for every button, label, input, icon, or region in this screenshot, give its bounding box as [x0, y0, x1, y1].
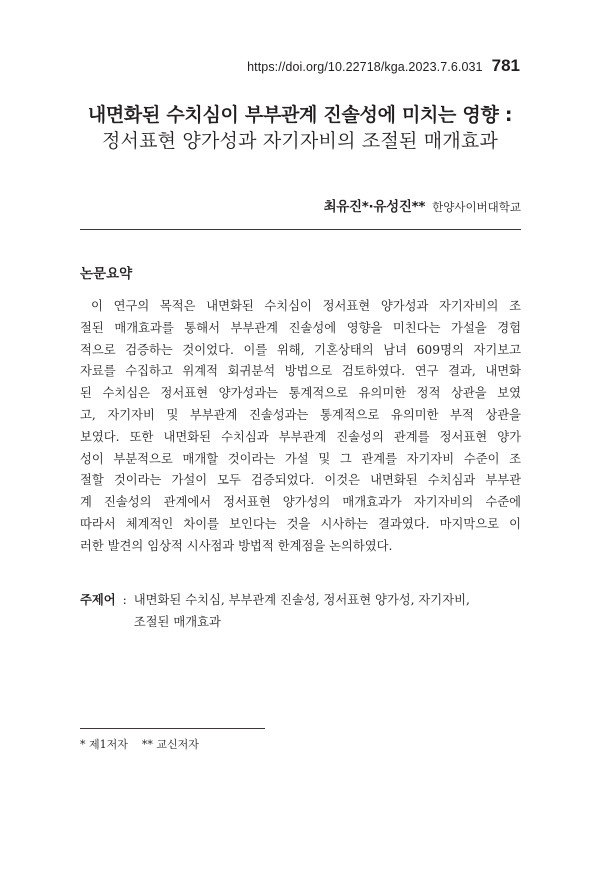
abstract-line: 이 연구의 목적은 내면화된 수치심이 정서표현 양가성과 자기자비의 조	[91, 299, 521, 313]
page-number: 781	[491, 56, 520, 75]
abstract-line: 된 수치심은 정서표현 양가성과는 통계적으로 유의미한 정적 상관을 보였	[80, 386, 521, 401]
author-block	[324, 195, 521, 215]
footnote-corresponding-author: ** 교신저자	[141, 738, 199, 751]
abstract-line: 자료를 수집하고 위계적 회귀분석 방법으로 검토하였다. 연구 결과, 내면화	[80, 364, 521, 379]
keywords-colon: :	[122, 593, 127, 607]
abstract-line: 절할 것이라는 가설이 모두 검증되었다. 이것은 내면화된 수치심과 부부관	[80, 473, 521, 488]
author-affiliation: 한양사이버대학교	[432, 200, 521, 214]
title-divider	[80, 229, 521, 230]
paper-title: 내면화된 수치심이 부부관계 진솔성에 미치는 영향 :	[87, 104, 513, 126]
abstract-line: 따라서 체계적인 차이를 보인다는 것을 시사하는 결과였다. 마지막으로 이	[80, 516, 521, 531]
abstract-line: 절된 매개효과를 통해서 부부관계 진솔성에 영향을 미친다는 가설을 경험	[80, 320, 521, 335]
footnote-first-author: * 제1저자	[80, 738, 128, 751]
abstract-line: 고, 자기자비 및 부부관계 진솔성과는 통계적으로 유의미한 부적 상관을	[80, 407, 521, 422]
abstract-line: 성이 부분적으로 매개할 것이라는 가설 및 그 관계를 자기자비 수준이 조	[80, 451, 521, 466]
paper-subtitle: 정서표현 양가성과 자기자비의 조절된 매개효과	[101, 130, 499, 152]
abstract-body	[80, 296, 521, 558]
keywords-line: 조절된 매개효과	[133, 614, 221, 629]
abstract-line: 적으로 검증하는 것이었다. 이를 위해, 기혼상태의 남녀 609명의 자기보고	[80, 342, 521, 357]
keywords-line: 내면화된 수치심, 부부관계 진솔성, 정서표현 양가성, 자기자비,	[133, 593, 470, 607]
running-header	[247, 56, 520, 76]
abstract-line: 러한 발견의 임상적 시사점과 방법적 한계점을 논의하였다.	[80, 538, 393, 553]
doi-link[interactable]: https://doi.org/10.22718/kga.2023.7.6.031	[247, 60, 483, 74]
abstract-line: 보였다. 또한 내면화된 수치심과 부부관계 진솔성의 관계를 정서표현 양가	[80, 429, 521, 444]
footnotes	[80, 736, 199, 752]
author-names: 최유진*·유성진**	[323, 199, 426, 215]
abstract-heading: 논문요약	[80, 266, 133, 282]
abstract-line: 계 진솔성의 관계에서 정서표현 양가성의 매개효과가 자기자비의 수준에	[80, 495, 521, 510]
keywords-list	[134, 590, 470, 634]
keywords-section	[80, 590, 521, 634]
footnote-divider	[80, 728, 265, 729]
keywords-label: 주제어	[80, 593, 116, 607]
